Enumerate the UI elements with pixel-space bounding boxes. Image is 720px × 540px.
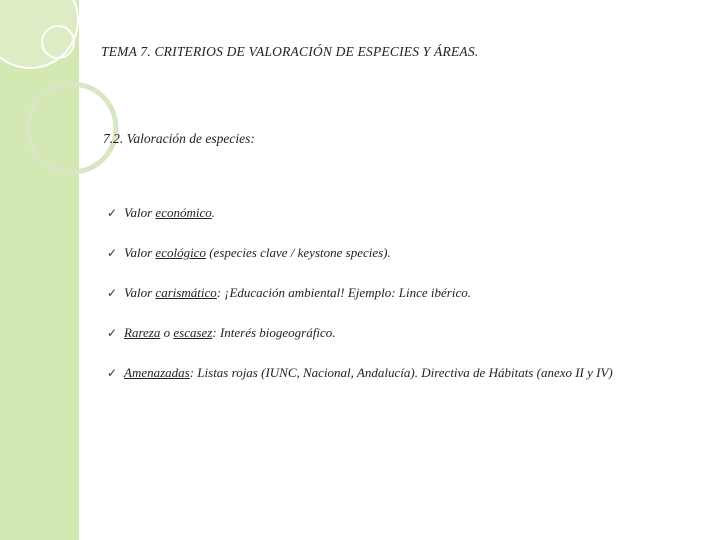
slide-title: TEMA 7. CRITERIOS DE VALORACIÓN DE ESPECIES Y ÁREAS. bbox=[101, 44, 479, 59]
bullet-text: Amenazadas: Listas rojas (IUNC, Nacional, Andalucía). Directiva de Hábitats (anexo II y IV) bbox=[124, 365, 613, 380]
criteria-list bbox=[107, 204, 613, 404]
section-subtitle: 7.2. Valoración de especies: bbox=[103, 131, 255, 146]
list-item-threatened bbox=[107, 364, 613, 404]
checkmark-icon: ✓ bbox=[107, 286, 118, 300]
list-item-economic-value bbox=[107, 204, 613, 244]
list-item-ecological-value bbox=[107, 244, 613, 284]
bullet-text: Valor económico. bbox=[124, 205, 215, 220]
checkmark-icon: ✓ bbox=[107, 326, 118, 340]
checkmark-icon: ✓ bbox=[107, 366, 118, 380]
list-item-rarity bbox=[107, 324, 613, 364]
list-item-charismatic-value bbox=[107, 284, 613, 324]
bullet-text: Rareza o escasez: Interés biogeográfico. bbox=[124, 325, 336, 340]
bullet-text: Valor carismático: ¡Educación ambiental! Ejemplo: Lince ibérico. bbox=[124, 285, 471, 300]
checkmark-icon: ✓ bbox=[107, 206, 118, 220]
bullet-text: Valor ecológico (especies clave / keystone species). bbox=[124, 245, 391, 260]
decorative-sidebar bbox=[0, 0, 79, 540]
checkmark-icon: ✓ bbox=[107, 246, 118, 260]
